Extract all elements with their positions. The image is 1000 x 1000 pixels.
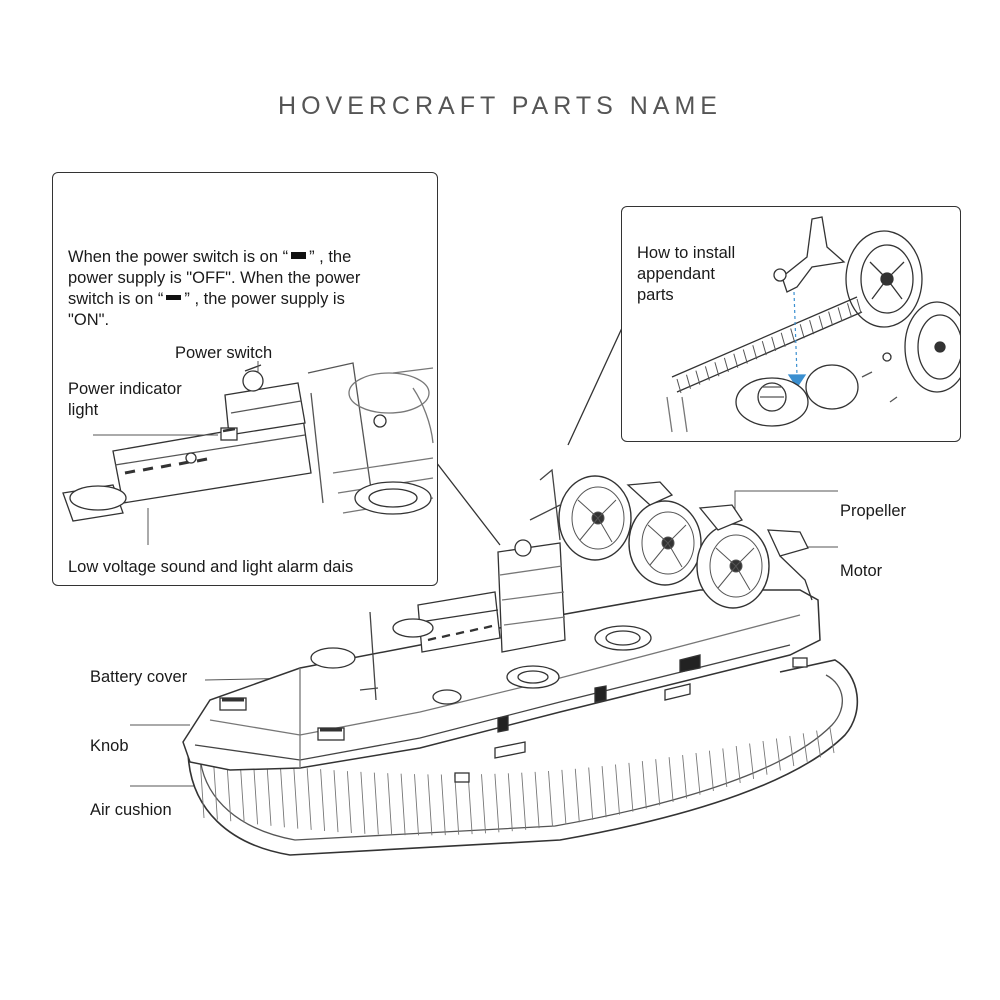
knob-label: Knob [90, 737, 129, 755]
install-detail-box [621, 206, 961, 442]
propeller-label: Propeller [840, 502, 907, 520]
power-detail-box [52, 172, 438, 586]
power-switch-label: Power switch [175, 344, 273, 362]
page-title: HOVERCRAFT PARTS NAME [278, 92, 722, 120]
alarm-label: Low voltage sound and light alarm dais [68, 558, 354, 576]
callout-line-power [436, 462, 500, 545]
install-arrow-line [794, 292, 797, 375]
battery-cover-label: Battery cover [90, 668, 188, 686]
power-indicator-label: Power indicator light [68, 380, 182, 419]
switch-on-symbol [166, 295, 181, 300]
power-note: When the power switch is on “ ” , the power supply is "OFF". When the power switch is on “ ” , the power supply is "ON". [68, 248, 361, 329]
callout-line-install [568, 328, 622, 445]
air-cushion-label: Air cushion [90, 801, 172, 819]
install-note: How to install appendant parts [637, 244, 736, 304]
propeller-leader [735, 491, 838, 510]
motor-label: Motor [840, 562, 883, 580]
switch-off-symbol [291, 252, 306, 259]
